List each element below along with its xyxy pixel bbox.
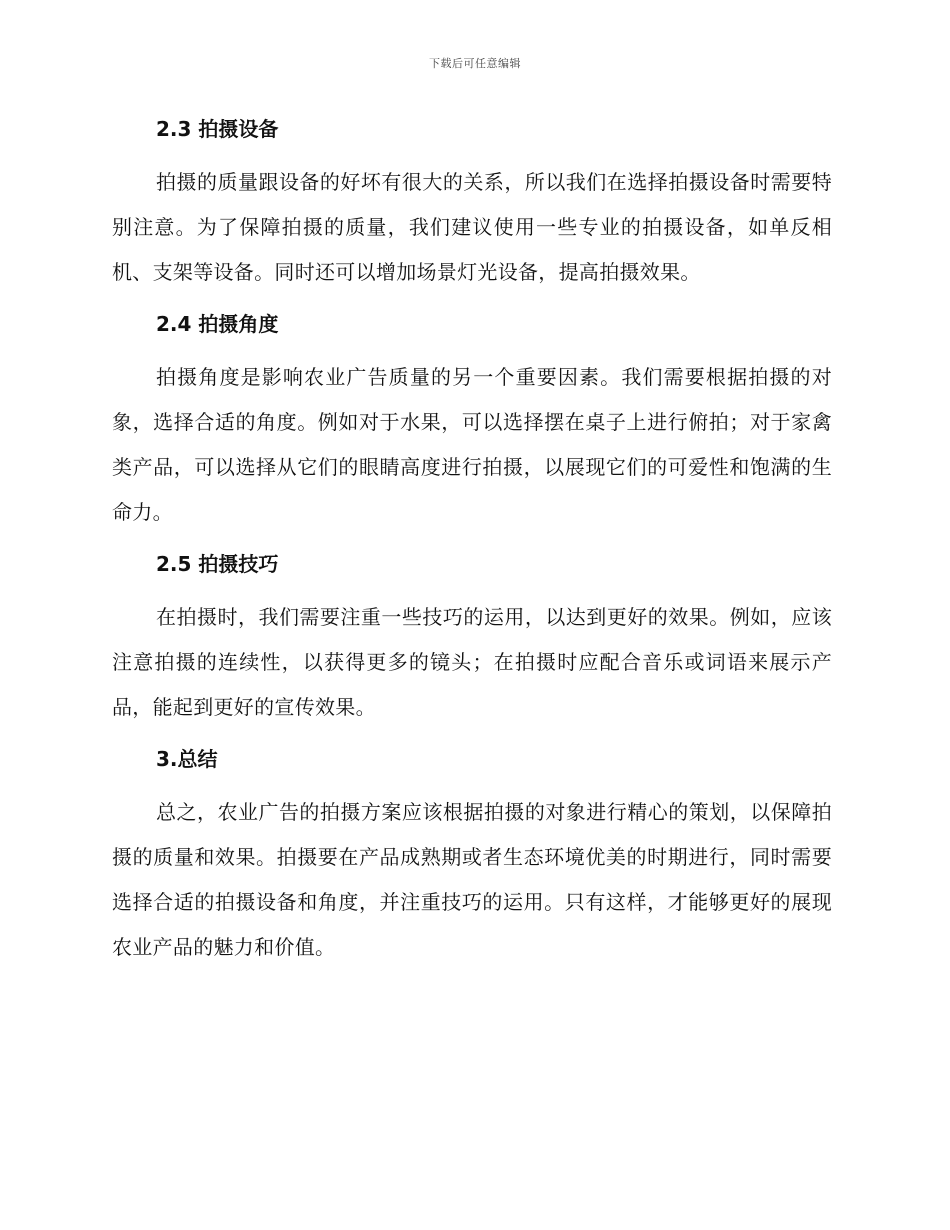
section-heading: 2.4 拍摄角度: [156, 312, 279, 336]
section-paragraph: 总之，农业广告的拍摄方案应该根据拍摄的对象进行精心的策划，以保障拍摄的质量和效果。拍摄要在产品成熟期或者生态环境优美的时期进行，同时需要选择合适的拍摄设备和角度，并注重技巧的运用。只有这样，才能够更好的展现农业产品的魅力和价值。: [112, 800, 832, 959]
section-paragraph: 在拍摄时，我们需要注重一些技巧的运用，以达到更好的效果。例如，应该注意拍摄的连续性，以获得更多的镜头；在拍摄时应配合音乐或词语来展示产品，能起到更好的宣传效果。: [112, 605, 832, 719]
section-shooting-equipment: [112, 110, 832, 295]
section-paragraph: 拍摄角度是影响农业广告质量的另一个重要因素。我们需要根据拍摄的对象，选择合适的角度。例如对于水果，可以选择摆在桌子上进行俯拍；对于家禽类产品，可以选择从它们的眼睛高度进行拍摄，以展现它们的可爱性和饱满的生命力。: [112, 365, 832, 524]
section-shooting-angle: [112, 305, 832, 535]
section-heading: 2.3 拍摄设备: [156, 117, 279, 141]
document-body: [112, 110, 832, 970]
section-paragraph: 拍摄的质量跟设备的好坏有很大的关系，所以我们在选择拍摄设备时需要特别注意。为了保障拍摄的质量，我们建议使用一些专业的拍摄设备，如单反相机、支架等设备。同时还可以增加场景灯光设备，提高拍摄效果。: [112, 170, 832, 284]
section-heading: 2.5 拍摄技巧: [156, 552, 279, 576]
section-heading: 3.总结: [156, 747, 218, 771]
section-summary: [112, 740, 832, 970]
section-shooting-techniques: [112, 545, 832, 730]
page-header: 下载后可任意编辑: [429, 57, 521, 70]
